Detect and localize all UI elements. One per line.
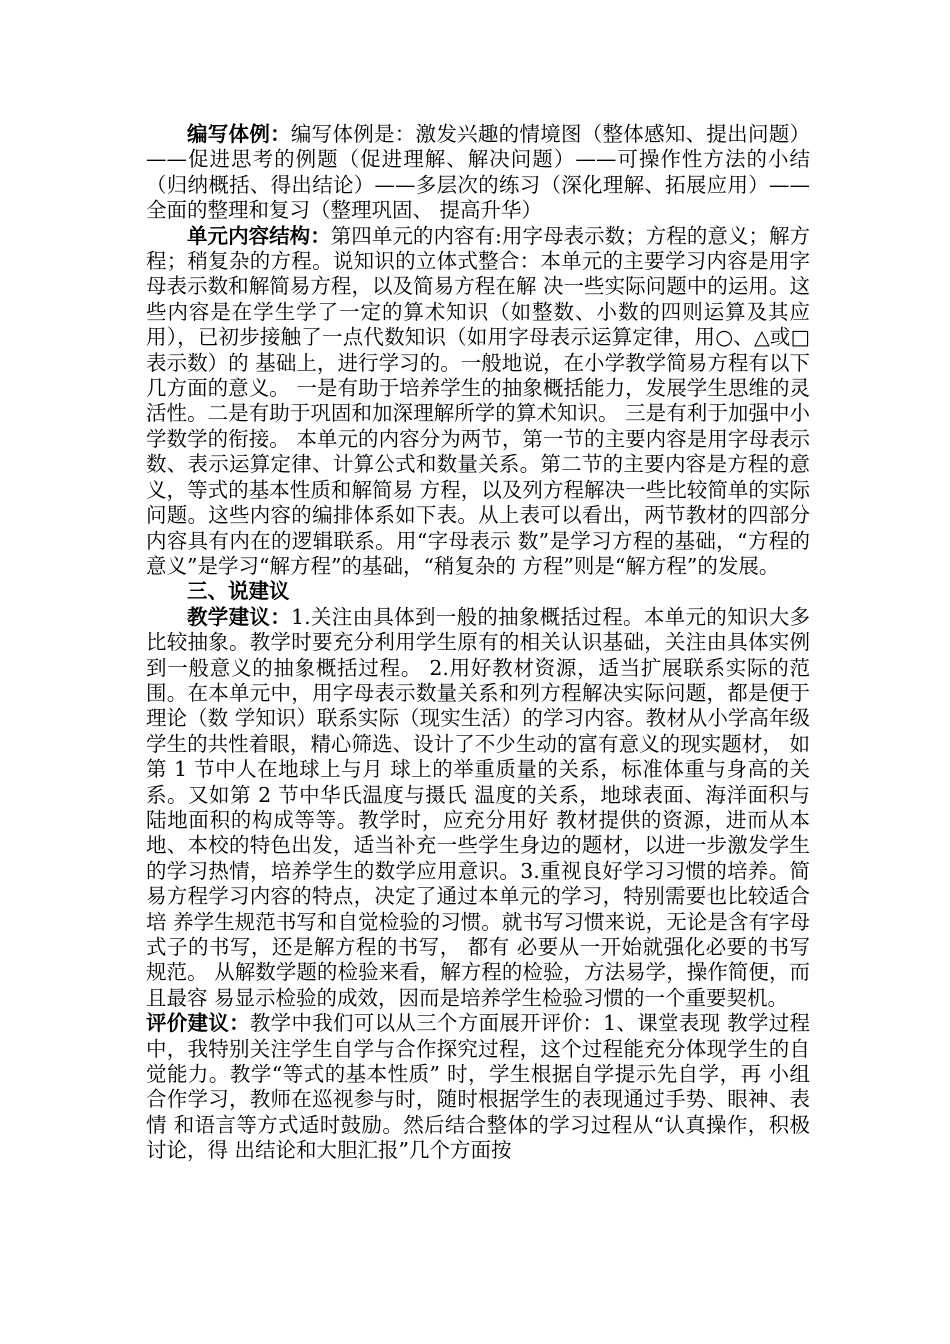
evaluation-advice-body: 教学中我们可以从三个方面展开评价：1、课堂表现 教学过程中，我特别关注学生自学与合作探究过程，这个过程能充分体现学生的自觉能力。教学“等式的基本性质” 时，学生根据自学提示先自学，再 小组合作学习，教师在巡视参与时，随时根据学生的表现通过手势、眼神、表情 和语言等方式适时鼓励。然后结合整体的学习过程从“认真操作，积极讨论，得 出结论和大胆汇报”几个方面按 [146, 1011, 811, 1163]
writing-style-paragraph [146, 122, 810, 224]
unit-structure-body: 第四单元的内容有:用字母表示数；方程的意义；解方程；稍复杂的方程。说知识的立体式整合：本单元的主要学习内容是用字母表示数和解简易方程，以及简易方程在解 决一些实际问题中的运用。这些内容是在学生学了一定的算术知识（如整数、小数的四则运算及其应用），已初步接触了一点代数知识（如用字母表示运算定律，用○、△或□表示数）的 基础上，进行学习的。一般地说，在小学教学简易方程有以下几方面的意义。 一是有助于培养学生的抽象概括能力，发展学生思维的灵活性。二是有助于巩固和加深理解所学的算术知识。 三是有利于加强中小学数学的衔接。 本单元的内容分为两节，第一节的主要内容是用字母表示数、表示运算定律、计算公式和数量关系。第二节的主要内容是方程的意义，等式的基本性质和解简易 方程，以及列方程解决一些比较简单的实际问题。这些内容的编排体系如下表。从上表可以看出，两节教材的四部分内容具有内在的逻辑联系。用“字母表示 数”是学习方程的基础，“方程的意义”是学习“解方程”的基础，“稍复杂的 方程”则是“解方程”的发展。 [146, 223, 811, 578]
writing-style-lead: 编写体例： [187, 122, 291, 146]
document-page [146, 122, 810, 1164]
writing-style-body: 编写体例是：激发兴趣的情境图（整体感知、提出问题）——促进思考的例题（促进理解、解决问题）——可操作性方法的小结（归纳概括、得出结论）——多层次的练习（深化理解、拓展应用）——全面的整理和复习（整理巩固、 提高升华） [146, 122, 811, 223]
section-heading-suggestions: 三、说建议 [187, 579, 290, 604]
evaluation-advice-paragraph [146, 1011, 810, 1163]
teaching-advice-body: 1.关注由具体到一般的抽象概括过程。本单元的知识大多比较抽象。教学时要充分利用学生原有的相关认识基础，关注由具体实例到一般意义的抽象概括过程。 2.用好教材资源，适当扩展联系实际的范围。在本单元中，用字母表示数量关系和列方程解决实际问题，都是便于理论（数 学知识）联系实际（现实生活）的学习内容。教材从小学高年级学生的共性着眼，精心筛选、设计了不少生动的富有意义的现实题材， 如第 1 节中人在地球上与月 球上的举重质量的关系，标准体重与身高的关系。又如第 2 节中华氏温度与摄氏 温度的关系，地球表面、海洋面积与陆地面积的构成等等。教学时，应充分用好 教材提供的资源，进而从本地、本校的特色出发，适当补充一些学生身边的题材，以进一步激发学生的学习热情，培养学生的数学应用意识。3.重视良好学习习惯的培养。简易方程学习内容的特点，决定了通过本单元的学习，特别需要也比较适合培 养学生规范书写和自觉检验的习惯。就书写习惯来说，无论是含有字母式子的书写，还是解方程的书写， 都有 必要从一开始就强化必要的书写规范。 从解数学题的检验来看，解方程的检验，方法易学，操作简便，而且最容 易显示检验的成效，因而是培养学生检验习惯的一个重要契机。 [146, 604, 811, 1010]
teaching-advice-lead: 教学建议： [187, 604, 292, 629]
evaluation-advice-lead: 评价建议： [146, 1011, 250, 1036]
unit-structure-paragraph [146, 224, 810, 580]
teaching-advice-paragraph [146, 605, 810, 1012]
unit-structure-lead: 单元内容结构： [187, 223, 331, 248]
